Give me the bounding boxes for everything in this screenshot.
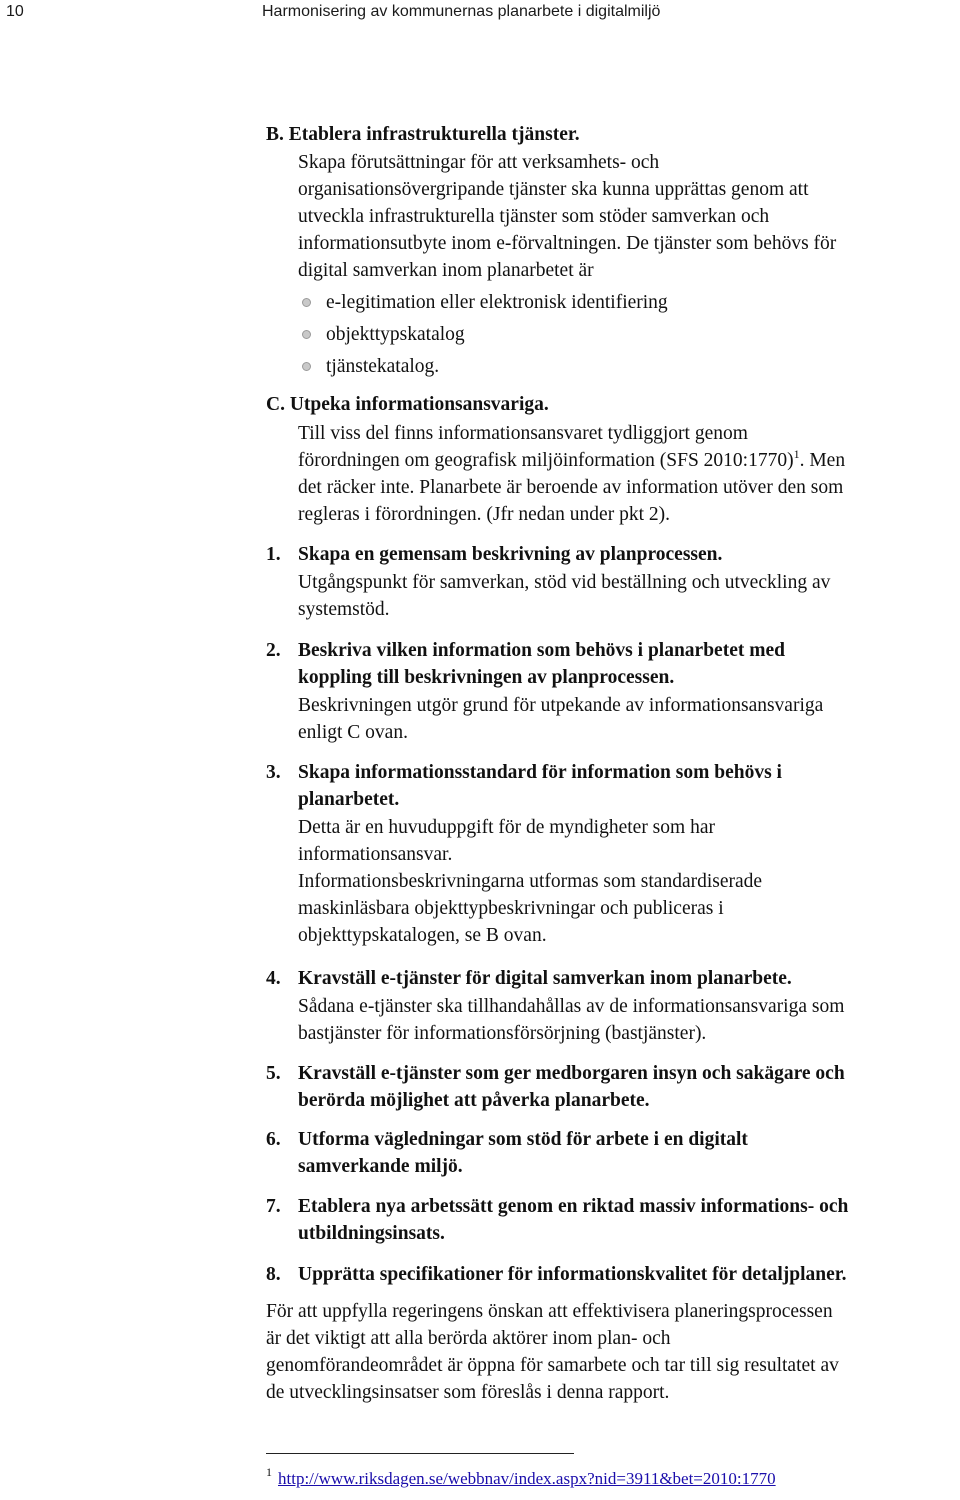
bullet-icon [302,362,311,371]
item-1-number: 1. [266,544,281,565]
item-5-title: Kravställ e-tjänster som ger medborgaren insyn och sakägare och berörda möjlighet att påverka planarbete. [298,1063,845,1111]
item-3-body: Detta är en huvuduppgift för de myndigheter som har informationsansvar. Informationsbeskrivningarna utformas som standardiserade maskinläsbara objekttypbeskrivningar och publiceras i objekttypskatalogen, se B ovan. [298,817,763,946]
item-8-number: 8. [266,1264,281,1285]
item-2-title: Beskriva vilken information som behövs i planarbetet med koppling till beskrivningen av planprocessen. [298,640,785,688]
list-item: tjänstekatalog. [298,353,938,385]
item-4-body: Sådana e-tjänster ska tillhandahållas av de informationsansvariga som bastjänster för informationsförsörjning (bastjänster). [298,996,845,1044]
bullet-icon [302,330,311,339]
bullet-icon [302,298,311,307]
item-8-title: Upprätta specifikationer för informationskvalitet för detaljplaner. [298,1264,847,1285]
item-2-number: 2. [266,640,281,661]
list-item: e-legitimation eller elektronisk identifiering [298,289,938,321]
closing-paragraph: För att uppfylla regeringens önskan att effektivisera planeringsprocessen är det viktigt att alla berörda aktörer inom plan- och genomförandeområdet är öppna för samarbete och tar till sig resultatet av de utvecklingsinsatser som föreslås i denna rapport. [266,1301,839,1403]
item-2-body: Beskrivningen utgör grund för utpekande av informationsansvariga enligt C ovan. [298,695,824,743]
item-1-body: Utgångspunkt för samverkan, stöd vid beställning och utveckling av systemstöd. [298,572,831,620]
page-header [0,0,960,30]
section-c-text: Till viss del finns informationsansvaret tydliggjort genom förordningen om geografisk miljöinformation (SFS 2010:1770)$^1$. Men det räcker inte. Planarbete är beroende av information utöver den som regleras i förordningen. (Jfr nedan under pkt 2). [298,423,846,525]
footnote [266,1465,776,1489]
list-item: objekttypskatalog [298,321,938,353]
item-6-number: 6. [266,1129,281,1150]
item-6-title: Utforma vägledningar som stöd för arbete i en digitalt samverkande miljö. [298,1129,748,1177]
item-3-title: Skapa informationsstandard för information som behövs i planarbetet. [298,762,782,810]
item-4-title: Kravställ e-tjänster för digital samverkan inom planarbete. [298,968,792,989]
section-b-heading: B. Etablera infrastrukturella tjänster. [266,124,580,145]
footnote-marker: 1 [266,1465,272,1479]
footnote-link[interactable]: http://www.riksdagen.se/webbnav/index.aspx?nid=3911&bet=2010:1770 [278,1469,776,1488]
section-c-heading: C. Utpeka informationsansvariga. [266,394,549,415]
item-3-number: 3. [266,762,281,783]
page-number: 10 [6,3,24,20]
section-b-text: Skapa förutsättningar för att verksamhets- och organisationsövergripande tjänster ska kunna upprättas genom att utveckla infrastrukturella tjänster som stöder samverkan och informationsutbyte inom e-förvaltningen. De tjänster som behövs för digital samverkan inom planarbetet är [298,152,837,281]
running-title: Harmonisering av kommunernas planarbete i digitalmiljö [262,3,661,20]
item-5-number: 5. [266,1063,281,1084]
footnote-reference: 1 [793,447,800,461]
item-7-title: Etablera nya arbetssätt genom en riktad massiv informations- och utbildningsinsats. [298,1196,849,1244]
footnote-divider [266,1453,574,1454]
item-7-number: 7. [266,1196,281,1217]
item-1-title: Skapa en gemensam beskrivning av planprocessen. [298,544,723,565]
section-b-bullet-list [298,289,938,385]
item-4-number: 4. [266,968,281,989]
